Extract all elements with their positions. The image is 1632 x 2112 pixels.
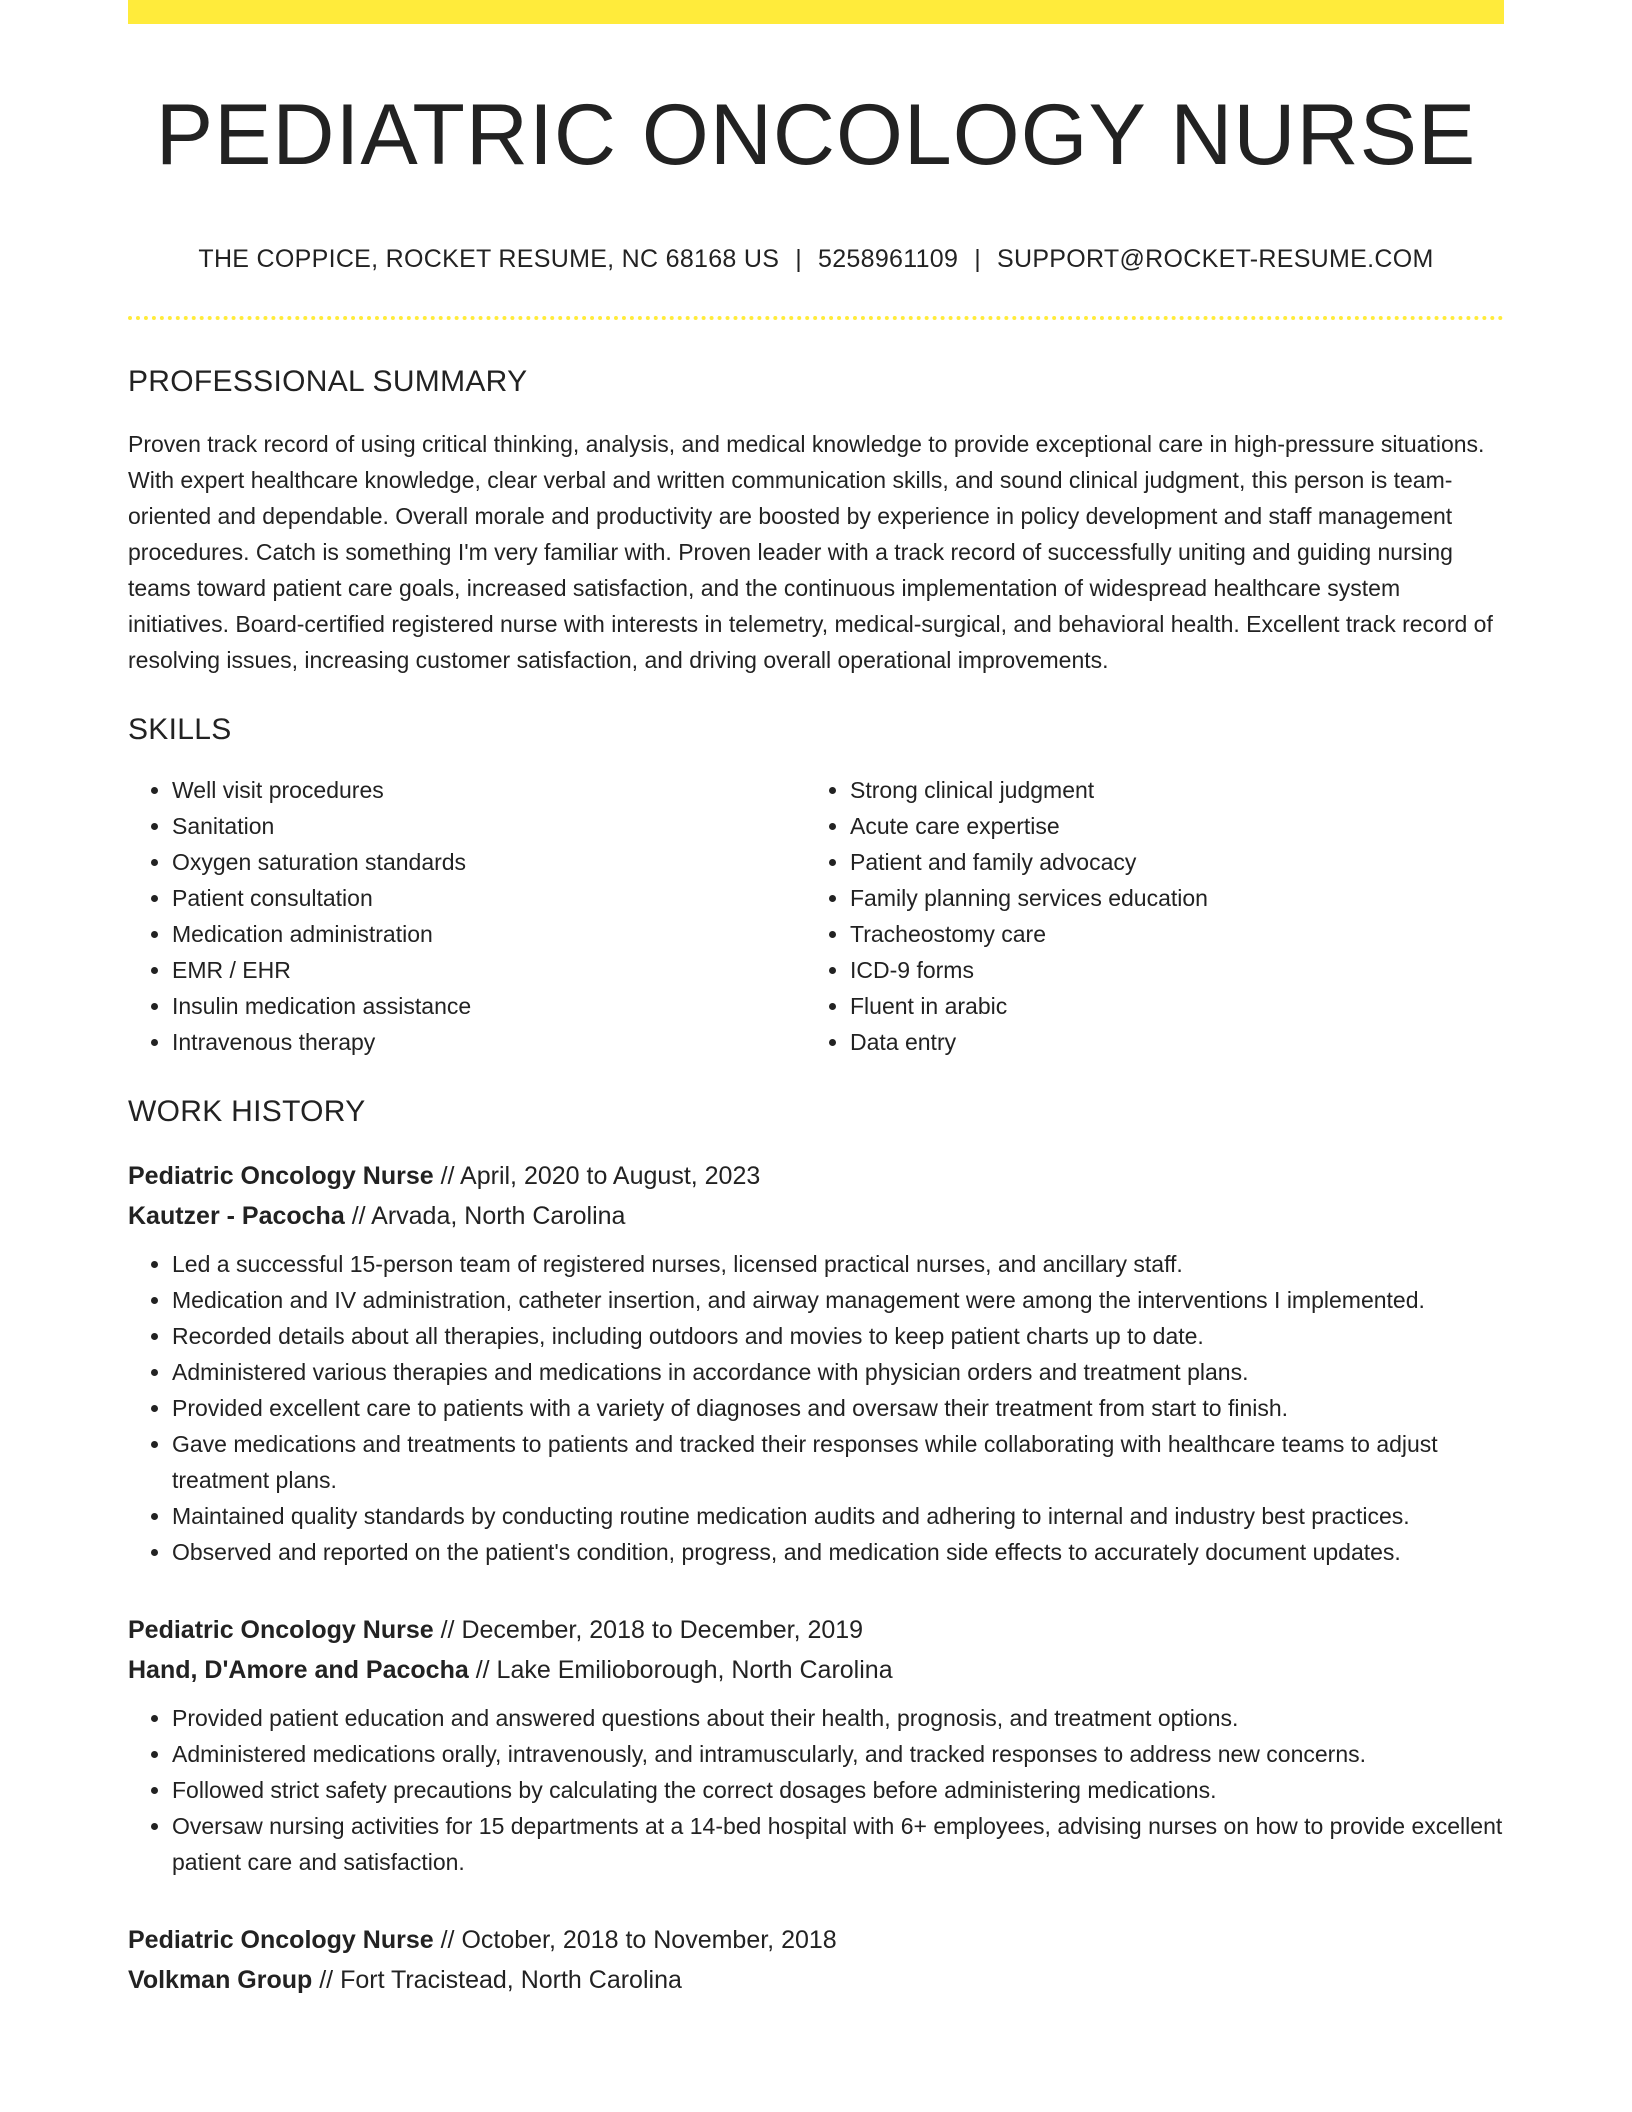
- job-bullet: • Oversaw nursing activities for 15 departments at a 14-bed hospital with 6+ employees, advising nurses on how to provide excellent patient care and satisfaction.: [172, 1808, 1504, 1880]
- skill-item: • Strong clinical judgment: [850, 772, 1484, 808]
- job-dates: April, 2020 to August, 2023: [460, 1161, 761, 1190]
- skill-item: • Well visit procedures: [172, 772, 806, 808]
- job-separator: //: [433, 1925, 462, 1954]
- skill-item: • Patient consultation: [172, 880, 806, 916]
- job-bullets: [128, 1246, 1504, 1570]
- work-history-heading: WORK HISTORY: [128, 1094, 366, 1128]
- job-dates: December, 2018 to December, 2019: [461, 1615, 864, 1644]
- job-company: Volkman Group: [128, 1965, 313, 1994]
- job-separator: //: [312, 1965, 341, 1994]
- job-company: Hand, D'Amore and Pacocha: [128, 1655, 469, 1684]
- job-bullet: • Administered medications orally, intravenously, and intramuscularly, and tracked responses to address new concerns.: [172, 1736, 1504, 1772]
- job-company-line: [128, 1960, 1504, 2000]
- accent-top-bar: [128, 0, 1504, 24]
- job-separator: //: [344, 1201, 372, 1230]
- skills-list: [128, 772, 1504, 1060]
- job-bullet: • Maintained quality standards by conducting routine medication audits and adhering to internal and industry best practices.: [172, 1498, 1504, 1534]
- job-bullet: • Provided excellent care to patients with a variety of diagnoses and oversaw their treatment from start to finish.: [172, 1390, 1504, 1426]
- job-bullets: [128, 1700, 1504, 1880]
- summary-text: Proven track record of using critical thinking, analysis, and medical knowledge to provide exceptional care in high-pressure situations. With expert healthcare knowledge, clear verbal and written communication skills, and sound clinical judgment, this person is team-oriented and dependable. Overall morale and productivity are boosted by experience in policy development and staff management procedures. Catch is something I'm very familiar with. Proven leader with a track record of successfully uniting and guiding nursing teams toward patient care goals, increased satisfaction, and the continuous implementation of widespread healthcare system initiatives. Board-certified registered nurse with interests in telemetry, medical-surgical, and behavioral health. Excellent track record of resolving issues, increasing customer satisfaction, and driving overall operational improvements.: [128, 430, 1493, 673]
- job-title: Pediatric Oncology Nurse: [128, 1925, 434, 1954]
- job-bullet: • Provided patient education and answered questions about their health, prognosis, and treatment options.: [172, 1700, 1504, 1736]
- contact-line: [128, 245, 1504, 274]
- job-separator: //: [468, 1655, 497, 1684]
- job-bullet: • Followed strict safety precautions by calculating the correct dosages before administering medications.: [172, 1772, 1504, 1808]
- skills-column-right: [806, 772, 1484, 1060]
- job-bullet: • Recorded details about all therapies, including outdoors and movies to keep patient charts up to date.: [172, 1318, 1504, 1354]
- skill-item: • Medication administration: [172, 916, 806, 952]
- contact-separator: |: [795, 244, 802, 273]
- contact-phone[interactable]: 5258961109: [818, 244, 959, 273]
- job-bullet: • Led a successful 15-person team of registered nurses, licensed practical nurses, and ancillary staff.: [172, 1246, 1504, 1282]
- skill-item: • Data entry: [850, 1024, 1484, 1060]
- job-bullet: • Gave medications and treatments to patients and tracked their responses while collaborating with healthcare teams to adjust treatment plans.: [172, 1426, 1504, 1498]
- contact-email[interactable]: SUPPORT@ROCKET-RESUME.COM: [996, 244, 1434, 273]
- skill-item: • Tracheostomy care: [850, 916, 1484, 952]
- skill-item: • Patient and family advocacy: [850, 844, 1484, 880]
- skill-item: • EMR / EHR: [172, 952, 806, 988]
- job-separator: //: [433, 1615, 462, 1644]
- job-title: Pediatric Oncology Nurse: [128, 1161, 434, 1190]
- skill-item: • ICD-9 forms: [850, 952, 1484, 988]
- resume-page: [128, 0, 1504, 2000]
- job-bullet: • Medication and IV administration, catheter insertion, and airway management were among the interventions I implemented.: [172, 1282, 1504, 1318]
- job-bullet: • Observed and reported on the patient's condition, progress, and medication side effects to accurately document updates.: [172, 1534, 1504, 1570]
- resume-name-title: PEDIATRIC ONCOLOGY NURSE: [155, 87, 1477, 183]
- skill-item: • Intravenous therapy: [172, 1024, 806, 1060]
- job-title: Pediatric Oncology Nurse: [128, 1615, 434, 1644]
- job-entry: [128, 1610, 1504, 1880]
- job-location: Lake Emilioborough, North Carolina: [496, 1655, 893, 1684]
- job-dates: October, 2018 to November, 2018: [461, 1925, 837, 1954]
- skill-item: • Sanitation: [172, 808, 806, 844]
- skills-column-left: [128, 772, 806, 1060]
- job-location: Arvada, North Carolina: [371, 1201, 626, 1230]
- summary-heading: PROFESSIONAL SUMMARY: [128, 364, 528, 398]
- job-title-line: [128, 1610, 1504, 1650]
- skill-item: • Acute care expertise: [850, 808, 1484, 844]
- job-location: Fort Tracistead, North Carolina: [340, 1965, 682, 1994]
- job-separator: //: [433, 1161, 461, 1190]
- job-company: Kautzer - Pacocha: [128, 1201, 345, 1230]
- contact-separator: |: [974, 244, 981, 273]
- skill-item: • Oxygen saturation standards: [172, 844, 806, 880]
- skill-item: • Insulin medication assistance: [172, 988, 806, 1024]
- skills-heading: SKILLS: [128, 712, 232, 746]
- contact-address: THE COPPICE, ROCKET RESUME, NC 68168 US: [198, 244, 780, 273]
- job-entry: [128, 1920, 1504, 2000]
- job-title-line: [128, 1920, 1504, 1960]
- skill-item: • Family planning services education: [850, 880, 1484, 916]
- job-entry: [128, 1156, 1504, 1570]
- job-bullet: • Administered various therapies and medications in accordance with physician orders and treatment plans.: [172, 1354, 1504, 1390]
- skill-item: • Fluent in arabic: [850, 988, 1484, 1024]
- job-title-line: [128, 1156, 1504, 1196]
- dotted-divider: [128, 316, 1504, 320]
- job-company-line: [128, 1650, 1504, 1690]
- job-company-line: [128, 1196, 1504, 1236]
